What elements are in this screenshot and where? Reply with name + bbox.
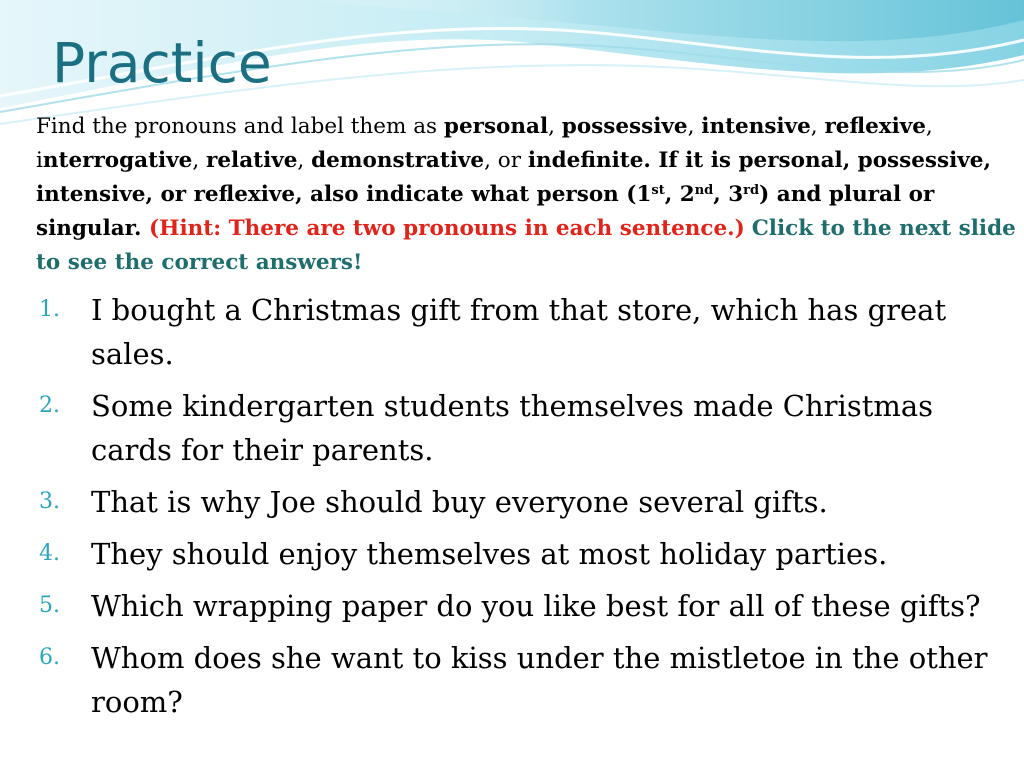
item-sentence: They should enjoy themselves at most holiday parties. <box>91 537 888 571</box>
separator: , <box>925 114 933 139</box>
sentence-list <box>36 288 1011 732</box>
plural-singular-text: ) and plural or singular. <box>36 182 935 241</box>
term-interrogative: nterrogative <box>42 148 193 173</box>
instructions-paragraph <box>36 110 1018 280</box>
item-sentence: Which wrapping paper do you like best for all of these gifts? <box>91 589 981 623</box>
list-item <box>36 584 1011 628</box>
term-demonstrative: demonstrative <box>311 148 485 173</box>
hint-text: (Hint: There are two pronouns in each sentence.) <box>149 216 745 241</box>
term-personal: personal <box>443 114 549 139</box>
person-3: , 3 <box>713 182 744 207</box>
item-number: 4. <box>39 541 60 566</box>
item-number: 3. <box>39 489 60 514</box>
term-interrogative-initial: i <box>36 148 43 173</box>
term-intensive: intensive <box>701 114 811 139</box>
superscript-nd: nd <box>694 183 714 198</box>
term-reflexive: reflexive <box>824 114 926 139</box>
term-relative: relative <box>206 148 298 173</box>
slide-title: Practice <box>52 31 272 95</box>
superscript-rd: rd <box>743 183 760 198</box>
list-item <box>36 532 1011 576</box>
superscript-st: st <box>651 183 665 198</box>
list-item <box>36 288 1011 376</box>
item-number: 1. <box>39 297 60 322</box>
separator: , <box>192 148 207 173</box>
separator: , <box>687 114 702 139</box>
spacer <box>745 216 752 241</box>
item-number: 6. <box>39 645 60 670</box>
item-sentence: That is why Joe should buy everyone several gifts. <box>91 485 828 519</box>
list-item <box>36 636 1011 724</box>
separator: , or <box>484 148 528 173</box>
list-item <box>36 480 1011 524</box>
item-sentence: Whom does she want to kiss under the mistletoe in the other room? <box>91 641 988 719</box>
item-sentence: Some kindergarten students themselves made Christmas cards for their parents. <box>91 389 934 467</box>
person-2: , 2 <box>664 182 695 207</box>
separator: , <box>810 114 825 139</box>
separator: , <box>297 148 312 173</box>
next-slide-prompt: Click to the next slide to see the correct answers! <box>36 216 1016 275</box>
item-number: 2. <box>39 393 60 418</box>
item-sentence: I bought a Christmas gift from that store, which has great sales. <box>91 293 947 371</box>
indefinite-text: indefinite. If it is personal, possessive, intensive, or reflexive, also indicate what person (1 <box>36 148 991 207</box>
instructions-text: Find the pronouns and label them as <box>36 114 444 139</box>
separator: , <box>548 114 562 139</box>
term-possessive: possessive <box>561 114 688 139</box>
item-number: 5. <box>39 593 60 618</box>
list-item <box>36 384 1011 472</box>
